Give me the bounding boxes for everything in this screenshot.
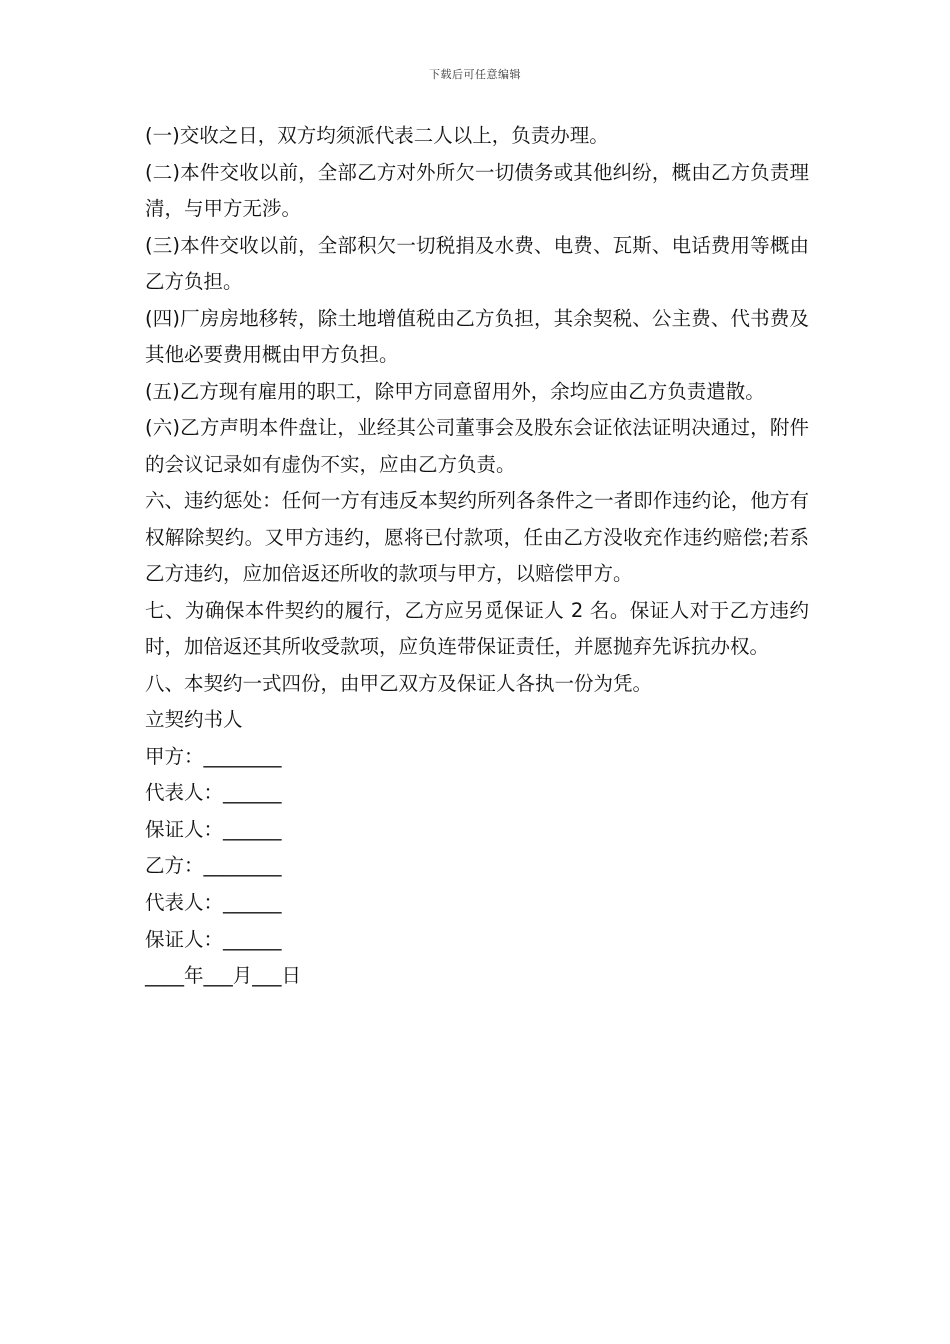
party-b-guarantor-line: 保证人：______ [145, 927, 282, 951]
clause-6: (六)乙方声明本件盘让，业经其公司董事会及股东会证依法证明决通过，附件的会议记录如有虚伪不实，应由乙方负责。 [145, 416, 809, 476]
clause-5: (五)乙方现有雇用的职工，除甲方同意留用外，余均应由乙方负责遣散。 [145, 379, 765, 403]
signatories-title: 立契约书人 [145, 708, 243, 731]
party-a-line: 甲方：________ [145, 744, 282, 768]
party-b-representative-line: 代表人：______ [145, 890, 282, 914]
signature-block [145, 702, 809, 995]
party-a-guarantor-line: 保证人：______ [145, 817, 282, 841]
party-a-representative-line: 代表人：______ [145, 781, 282, 805]
copies-clause: 八、本契约一式四份，由甲乙双方及保证人各执一份为凭。 [145, 671, 653, 695]
clause-4: (四)厂房房地移转，除土地增值税由乙方负担，其余契税、公主费、代书费及其他必要费用概由甲方负担。 [145, 306, 809, 366]
clause-3: (三)本件交收以前，全部积欠一切税捐及水费、电费、瓦斯、电话费用等概由乙方负担。 [145, 233, 809, 293]
clause-2: (二)本件交收以前，全部乙方对外所欠一切债务或其他纠纷，概由乙方负责理清，与甲方无涉。 [145, 160, 809, 220]
breach-penalty-clause: 六、违约惩处：任何一方有违反本契约所列各条件之一者即作违约论，他方有权解除契约。又甲方违约，愿将已付款项，任由乙方没收充作违约赔偿;若系乙方违约，应加倍返还所收的款项与甲方，以赔偿甲方。 [145, 489, 809, 585]
clause-1: (一)交收之日，双方均须派代表二人以上，负责办理。 [145, 124, 609, 147]
contract-body [145, 118, 809, 995]
guarantor-clause: 七、为确保本件契约的履行，乙方应另觅保证人 2 名。保证人对于乙方违约时，加倍返还其所收受款项，应负连带保证责任，并愿抛弃先诉抗办权。 [145, 598, 809, 658]
date-line: ____年___月___日 [145, 964, 302, 988]
page-header: 下载后可任意编辑 [429, 68, 521, 81]
party-b-line: 乙方：________ [145, 854, 282, 878]
